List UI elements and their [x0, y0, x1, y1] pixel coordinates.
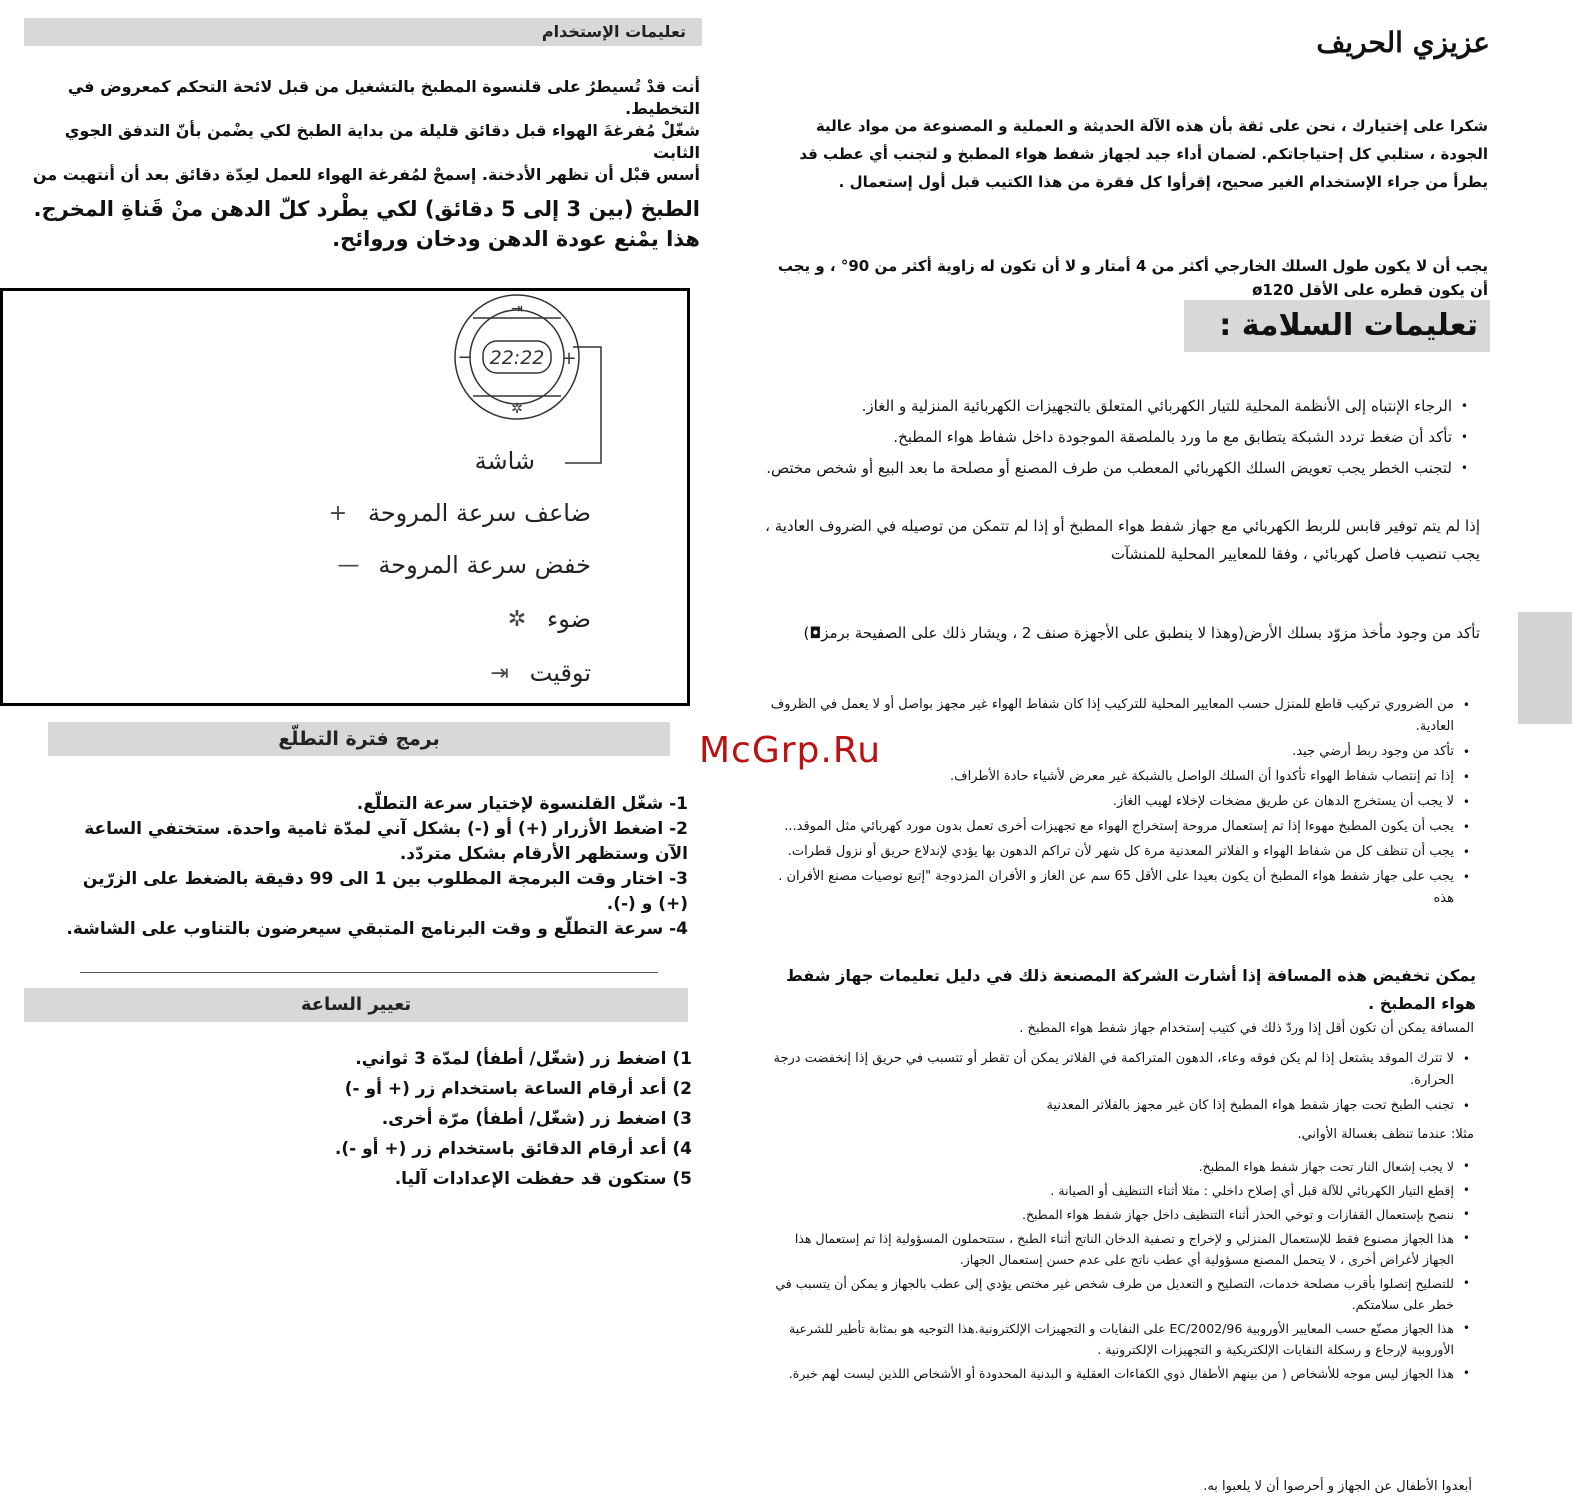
timer-key: ⇥: [511, 301, 523, 317]
legend-light-label: ضوء: [546, 605, 591, 633]
light-key: ✲: [511, 401, 523, 417]
usage-intro: [24, 76, 700, 254]
delay-step-1: 1- شغّل القلنسوة لإختيار سرعة التطلّع.: [356, 794, 688, 814]
safety-item: • للتصليح إتصلوا بأقرب مصلحة خدمات، التصليح و التعديل من طرف شخص غير مختص يؤدي إلى عطب بالجهاز و يمكن أن يتسبب في خطر على سلامتكم.: [760, 1273, 1454, 1315]
safety-item: • يجب أن يكون المطبخ مهوءا إذا تم إستعمال مروحة إستخراج الهواء مع تجهيزات أخرى تعمل بدون مورد كهربائي مثل الموقد...: [760, 816, 1454, 838]
clock-setting-title: تعيير الساعة: [300, 994, 412, 1015]
intro-line-3: أسس قبْل أن تظهر الأدخنة. إسمحْ لمُفرغة الهواء للعمل لعِدّة دقائق بعد أن أنتهيت من: [32, 165, 700, 184]
delay-program-steps: [60, 792, 688, 942]
safety-item: • تجنب الطبخ تحت جهاز شفط هواء المطبخ إذا كان غير مجهز بالفلاتر المعدنية: [760, 1095, 1454, 1117]
delay-step-4: 4- سرعة التطلّع و وقت البرنامج المتبقي سيعرضون بالتناوب على الشاشة.: [66, 919, 688, 939]
distance-bold: [756, 962, 1476, 1018]
distance-bold-text: يمكن تخفيض هذه المسافة إذا أشارت الشركة المصنعة ذلك في دليل تعليمات جهاز شفط هواء المطبخ .: [786, 966, 1476, 1013]
pipe-note-text: يجب أن لا يكون طول السلك الخارجي أكثر من 4 أمتار و لا أن تكون له زاوية أكثر من 90° ، و يجب أن يكون قطره على الأقل ø120: [777, 257, 1488, 299]
safety-item: • ننصح بإستعمال القفازات و توخي الحذر أثناء التنظيف داخل جهاز شفط هواء المطبخ.: [760, 1204, 1454, 1225]
children-note: [1060, 1476, 1472, 1498]
clock-step-3: 3) اضغط زر (شغّل/ أطفأ) مرّة أخرى.: [381, 1109, 692, 1129]
safety-item: • لا تترك الموقد يشتعل إذا لم يكن فوقه وعاء، الدهون المتراكمة في الفلاتر يمكن أن تقطر أو تتسبب في حريق إذا إنخفضت درجة الحرارة.: [760, 1048, 1454, 1092]
safety-item: • هذا الجهاز مصنوع فقط للإستعمال المنزلي و لإخراج و تصفية الدخان الناتج أثناء الطبخ ، ستتحملون المسؤولية إذا تم إستعمال هذا الجهاز لأغراض أخرى ، لا يتحمل المصنع مسؤولية أي عطب ناتج على عدم حسن إستعمال الجهاز.: [760, 1228, 1454, 1270]
safety-item: • من الضروري تركيب قاطع للمنزل حسب المعايير المحلية للتركيب إذا كان شفاط الهواء غير مجهز بواصل أو لا يعمل في الظروف العادية.: [760, 694, 1454, 738]
legend-speed-down-label: خفض سرعة المروحة: [378, 551, 591, 579]
earth-note-text: تأكد من وجود مأخذ مزوّد بسلك الأرض(وهذا لا ينطبق على الأجهزة صنف 2 ، ويشار ذلك على الصفيحة برمز◘): [803, 624, 1480, 642]
right-intro: [780, 112, 1488, 196]
safety-group-4: [760, 1156, 1472, 1387]
intro-line-2: شغّلْ مُفرغةَ الهواء قبل دقائق قليلة من بداية الطبخ لكي يضْمن بأنّ التدفق الجوي الثابت: [64, 121, 700, 162]
safety-item: • إذا تم إنتصاب شفاط الهواء تأكدوا أن السلك الواصل بالشبكة غير معرض لأشياء حادة الأطراف.: [760, 766, 1454, 788]
example-note-text: مثلا: عندما تنظف بغسالة الأواني.: [1297, 1127, 1474, 1142]
clock-step-1: 1) اضغط زر (شغّل/ أطفأ) لمدّة 3 ثواني.: [355, 1049, 692, 1069]
safety-item: • هذا الجهاز ليس موجه للأشخاص ( من بينهم الأطفال ذوي الكفاءات العقلية و البدنية المحدودة أو الأشخاص اللذين ليست لهم خبرة.: [760, 1363, 1454, 1384]
minus-key: −: [457, 347, 473, 368]
safety-item: • يجب على جهاز شفط هواء المطبخ أن يكون بعيدا على الأقل 65 سم عن الغاز و الأفران المزدوجة "إتبع توصيات مصنع الأفران . هذه: [760, 866, 1454, 910]
clock-step-5: 5) ستكون قد حفظت الإعدادات آليا.: [394, 1169, 692, 1189]
display-readout: 22:22: [489, 347, 545, 369]
safety-item: • يجب أن تنظف كل من شفاط الهواء و الفلاتر المعدنية مرة كل شهر لأن تراكم الدهون بها يؤدي لإندلاع حريق أو نزول قطرات.: [760, 841, 1454, 863]
greeting-title: عزيزي الحريف: [1316, 26, 1490, 59]
minus-icon: —: [337, 552, 360, 578]
plus-key: +: [561, 348, 577, 369]
safety-item: • إقطع التيار الكهربائي للآلة قبل أي إصلاح داخلي : مثلا أثناء التنظيف أو الصيانة .: [760, 1180, 1454, 1201]
page-side-tab: [1518, 612, 1572, 724]
greeting: [1300, 26, 1490, 59]
clock-step-2: 2) أعد أرقام الساعة باستخدام زر (+ أو -): [344, 1079, 692, 1099]
distance-note-text: المسافة يمكن أن تكون أقل إذا وردّ ذلك في كتيب إستخدام جهاز شفط هواء المطبخ .: [1019, 1021, 1474, 1036]
earth-note: [764, 618, 1480, 648]
legend-display: [475, 441, 539, 481]
clock-step-4: 4) أعد أرقام الدقائق باستخدام زر (+ أو -).: [334, 1139, 692, 1159]
usage-instructions-title: تعليمات الإستخدام: [541, 22, 686, 41]
clock-setting-steps: [300, 1044, 692, 1194]
right-intro-text: شكرا على إختيارك ، نحن على ثقة بأن هذه الآلة الحديثة و العملية و المصنوعة من مواد عالية الجودة ، ستلبي كل إحتياجاتكم. لضمان أداء جيد لجهاز شفط هواء المطبخ و لتجنب أي عطب قد يطرأ من جراء الإستخدام الغير صحيح، إقرأوا كل فقرة من هذا الكتيب قبل أول إستعمال .: [799, 117, 1488, 191]
safety-group-3: [760, 1048, 1472, 1120]
delay-program-title: برمج فترة التطلّع: [278, 728, 440, 750]
distance-note: [760, 1018, 1474, 1040]
children-note-text: أبعدوا الأطفال عن الجهاز و أحرصوا أن لا يلعبوا به.: [1203, 1479, 1472, 1494]
safety-header: [1184, 300, 1490, 352]
legend-display-label: شاشة: [474, 447, 535, 475]
clock-setting-header: [24, 988, 688, 1022]
usage-instructions-header: [24, 18, 702, 46]
safety-item: • لتجنب الخطر يجب تعويض السلك الكهربائي المعطب من طرف المصنع أو مصلحة ما بعد البيع أو شخص مختص.: [760, 454, 1452, 482]
safety-group-2: [760, 694, 1472, 913]
safety-item: • لا يجب إشعال النار تحت جهاز شفط هواء المطبخ.: [760, 1156, 1454, 1177]
safety-title: تعليمات السلامة :: [1219, 308, 1478, 343]
delay-program-header: [48, 722, 670, 756]
legend-speed-down: [318, 545, 595, 585]
delay-step-2: 2- اضغط الأزرار (+) أو (-) بشكل آني لمدّة ثامية واحدة. ستختفي الساعة الآن وستظهر الأرقام بشكل متردّد.: [84, 819, 688, 864]
delay-step-3: 3- اختار وقت البرمجة المطلوب بين 1 الى 99 دقيقة بالضغط على الزرّين (+) و (-).: [82, 869, 688, 914]
safety-item: • تأكد أن ضغط تردد الشبكة يتطابق مع ما ورد بالملصقة الموجودة داخل شفاط هواء المطبخ.: [760, 423, 1452, 451]
legend-light: [487, 599, 595, 639]
safety-item: • هذا الجهاز مصنّع حسب المعايير الأوروبية 2002/96/EC على النفايات و التجهيزات الإلكترونية.هذا التوجيه هو بمثابة تأطير للشرعية الأوروبية لإرجاع و رسكلة النفايات الإلكتريكية و التجهيزات الإلكترونية .: [760, 1318, 1454, 1360]
intro-bold: الطبخ (بين 3 إلى 5 دقائق) لكي يطْرد كلّ الدهن منْ قَناةِ المخرج. هذا يمْنع عودة الدهن ودخان وروائح.: [33, 197, 700, 251]
legend-speed-up: [308, 493, 595, 533]
light-icon: ✲: [507, 606, 527, 632]
safety-item: • لا يجب أن يستخرج الدهان عن طريق مضخات لإخلاء لهيب الغاز.: [760, 791, 1454, 813]
safety-item: • الرجاء الإنتباه إلى الأنظمة المحلية للتيار الكهربائي المتعلق بالتجهيزات الكهربائية المنزلية و الغاز.: [760, 392, 1452, 420]
safety-group-1: [760, 392, 1470, 485]
safety-item: • تأكد من وجود ربط أرضي جيد.: [760, 741, 1454, 763]
timer-icon: ⇥: [490, 660, 509, 686]
example-note: [1200, 1124, 1474, 1146]
plug-note: [764, 512, 1480, 568]
pipe-note: [756, 254, 1488, 302]
watermark-link[interactable]: McGrp.Ru: [698, 730, 882, 771]
plug-note-text: إذا لم يتم توفير قابس للربط الكهربائي مع جهاز شفط هواء المطبخ أو إذا لم تتمكن من توصيله في الضروف العادية ، يجب تنصيب فاصل كهربائي ، وفقا للمعايير المحلية للمنشآت: [765, 517, 1480, 563]
plus-icon: +: [328, 500, 348, 526]
control-panel-diagram: [0, 288, 690, 706]
legend-timer: [470, 653, 595, 693]
section-divider: [80, 972, 658, 973]
intro-line-1: أنت قدْ تُسيطرُ على قلنسوة المطبخ بالتشغيل من قبل لائحة التحكم كمعروض في التخطيط.: [67, 77, 700, 118]
legend-timer-label: توقيت: [529, 659, 591, 687]
legend-speed-up-label: ضاعف سرعة المروحة: [367, 499, 591, 527]
